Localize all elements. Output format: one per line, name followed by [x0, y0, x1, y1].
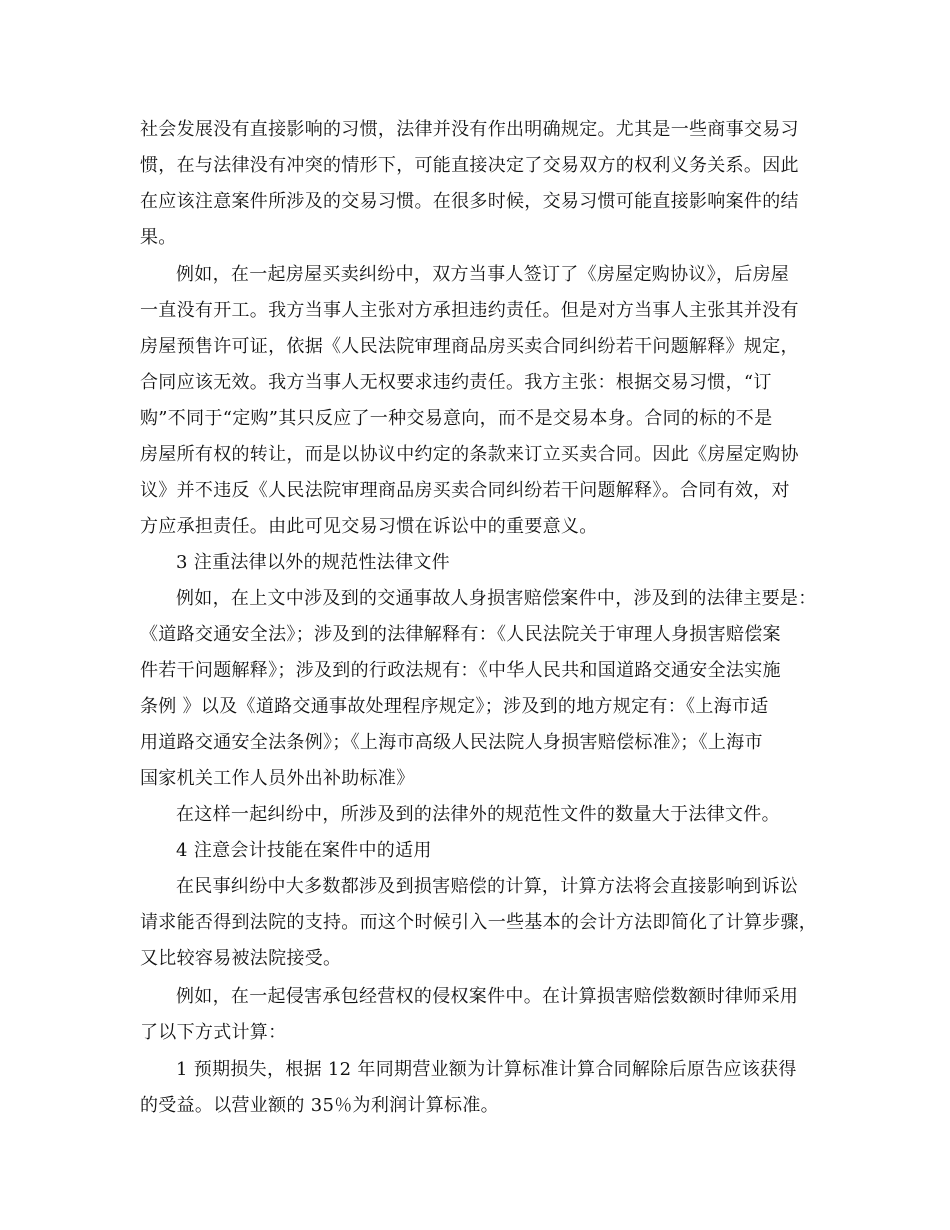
text-line: 议》并不违反《人民法院审理商品房买卖合同纠纷若干问题解释》。合同有效，对	[140, 480, 790, 501]
text-line: 方应承担责任。由此可见交易习惯在诉讼中的重要意义。	[140, 516, 598, 537]
list-item-first-line: 1 预期损失，根据 12 年同期营业额为计算标准计算合同解除后原告应该获得	[176, 1059, 797, 1080]
section-heading: 3 注重法律以外的规范性法律文件	[176, 552, 450, 573]
text-line: 房屋预售许可证，依据《人民法院审理商品房买卖合同纠纷若干问题解释》规定，	[140, 336, 799, 357]
text-line: 惯，在与法律没有冲突的情形下，可能直接决定了交易双方的权利义务关系。因此	[140, 155, 799, 176]
text-line: 果。	[140, 227, 177, 248]
text-line: 《道路交通安全法》；涉及到的法律解释有：《人民法院关于审理人身损害赔偿案	[140, 624, 781, 645]
text-line: 了以下方式计算：	[140, 1022, 287, 1043]
paragraph-first-line: 例如，在一起侵害承包经营权的侵权案件中。在计算损害赔偿数额时律师采用	[176, 986, 799, 1007]
text-line: 在应该注意案件所涉及的交易习惯。在很多时候，交易习惯可能直接影响案件的结	[140, 191, 799, 212]
paragraph-first-line: 例如，在上文中涉及到的交通事故人身损害赔偿案件中，涉及到的法律主要是：	[176, 588, 817, 609]
text-line: 房屋所有权的转让，而是以协议中约定的条款来订立买卖合同。因此《房屋定购协	[140, 444, 799, 465]
text-line: 社会发展没有直接影响的习惯，法律并没有作出明确规定。尤其是一些商事交易习	[140, 119, 799, 140]
text-line: 又比较容易被法院接受。	[140, 948, 342, 969]
paragraph-first-line: 在这样一起纠纷中，所涉及到的法律外的规范性文件的数量大于法律文件。	[176, 804, 780, 825]
text-line: 条例 》以及《道路交通事故处理程序规定》；涉及到的地方规定有：《上海市适	[140, 696, 769, 717]
text-line: 国家机关工作人员外出补助标准》	[140, 768, 415, 789]
paragraph-first-line: 在民事纠纷中大多数都涉及到损害赔偿的计算，计算方法将会直接影响到诉讼	[176, 876, 799, 897]
text-line: 用道路交通安全法条例》；《上海市高级人民法院人身损害赔偿标准》；《上海市	[140, 732, 763, 753]
text-line: 合同应该无效。我方当事人无权要求违约责任。我方主张：根据交易习惯，“订	[140, 372, 772, 393]
section-heading: 4 注意会计技能在案件中的适用	[176, 840, 432, 861]
text-line: 的受益。以营业额的 35％为利润计算标准。	[140, 1095, 499, 1116]
text-line: 请求能否得到法院的支持。而这个时候引入一些基本的会计方法即简化了计算步骤，	[140, 912, 818, 933]
text-line: 一直没有开工。我方当事人主张对方承担违约责任。但是对方当事人主张其并没有	[140, 300, 799, 321]
text-line: 件若干问题解释》；涉及到的行政法规有：《中华人民共和国道路交通安全法实施	[140, 660, 781, 681]
text-line: 购”不同于“定购”其只反应了一种交易意向，而不是交易本身。合同的标的不是	[140, 408, 773, 429]
paragraph-first-line: 例如，在一起房屋买卖纠纷中，双方当事人签订了《房屋定购协议》，后房屋	[176, 264, 790, 285]
